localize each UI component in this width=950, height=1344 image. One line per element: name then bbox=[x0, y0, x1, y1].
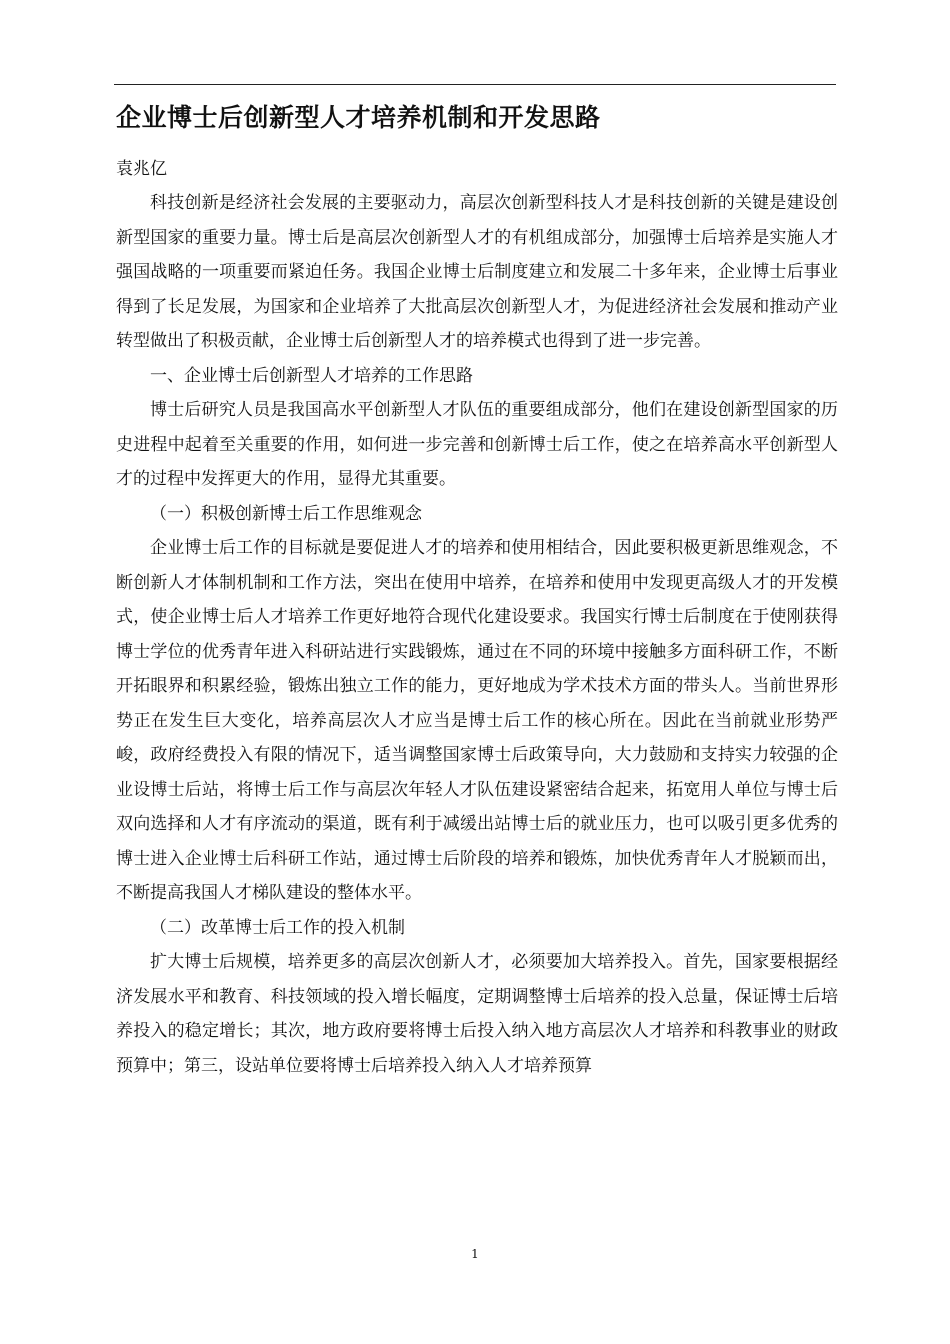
paragraph-intro: 科技创新是经济社会发展的主要驱动力，高层次创新型科技人才是科技创新的关键是建设创新型国家的重要力量。博士后是高层次创新型人才的有机组成部分，加强博士后培养是实施人才强国战略的一项重要而紧迫任务。我国企业博士后制度建立和发展二十多年来，企业博士后事业得到了长足发展，为国家和企业培养了大批高层次创新型人才，为促进经济社会发展和推动产业转型做出了积极贡献，企业博士后创新型人才的培养模式也得到了进一步完善。 bbox=[116, 193, 838, 351]
section-heading-1: 一、企业博士后创新型人才培养的工作思路 bbox=[150, 365, 473, 386]
paragraph-subsection-1: 企业博士后工作的目标就是要促进人才的培养和使用相结合，因此要积极更新思维观念，不断创新人才体制机制和工作方法，突出在使用中培养，在培养和使用中发现更高级人才的开发模式，使企业博士后人才培养工作更好地符合现代化建设要求。我国实行博士后制度在于使刚获得博士学位的优秀青年进入科研站进行实践锻炼，通过在不同的环境中接触多方面科研工作，不断开拓眼界和积累经验，锻炼出独立工作的能力，更好地成为学术技术方面的带头人。当前世界形势正在发生巨大变化，培养高层次人才应当是博士后工作的核心所在。因此在当前就业形势严峻，政府经费投入有限的情况下，适当调整国家博士后政策导向，大力鼓励和支持实力较强的企业设博士后站，将博士后工作与高层次年轻人才队伍建设紧密结合起来，拓宽用人单位与博士后双向选择和人才有序流动的渠道，既有利于减缓出站博士后的就业压力，也可以吸引更多优秀的博士进入企业博士后科研工作站，通过博士后阶段的培养和锻炼，加快优秀青年人才脱颖而出，不断提高我国人才梯队建设的整体水平。 bbox=[116, 538, 838, 903]
subsection-heading-2: （二）改革博士后工作的投入机制 bbox=[150, 917, 405, 938]
paragraph-subsection-2: 扩大博士后规模，培养更多的高层次创新人才，必须要加大培养投入。首先，国家要根据经济发展水平和教育、科技领域的投入增长幅度，定期调整博士后培养的投入总量，保证博士后培养投入的稳定增长；其次，地方政府要将博士后投入纳入地方高层次人才培养和科教事业的财政预算中；第三，设站单位要将博士后培养投入纳入人才培养预算 bbox=[116, 952, 838, 1076]
author-name: 袁兆亿 bbox=[116, 159, 167, 179]
document-title: 企业博士后创新型人才培养机制和开发思路 bbox=[116, 103, 601, 132]
document-body bbox=[116, 186, 838, 1083]
header-rule bbox=[114, 84, 836, 85]
paragraph-section-1: 博士后研究人员是我国高水平创新型人才队伍的重要组成部分，他们在建设创新型国家的历史进程中起着至关重要的作用，如何进一步完善和创新博士后工作，使之在培养高水平创新型人才的过程中发挥更大的作用，显得尤其重要。 bbox=[116, 400, 838, 489]
subsection-heading-1: （一）积极创新博士后工作思维观念 bbox=[150, 503, 422, 524]
page-number: 1 bbox=[471, 1247, 479, 1261]
